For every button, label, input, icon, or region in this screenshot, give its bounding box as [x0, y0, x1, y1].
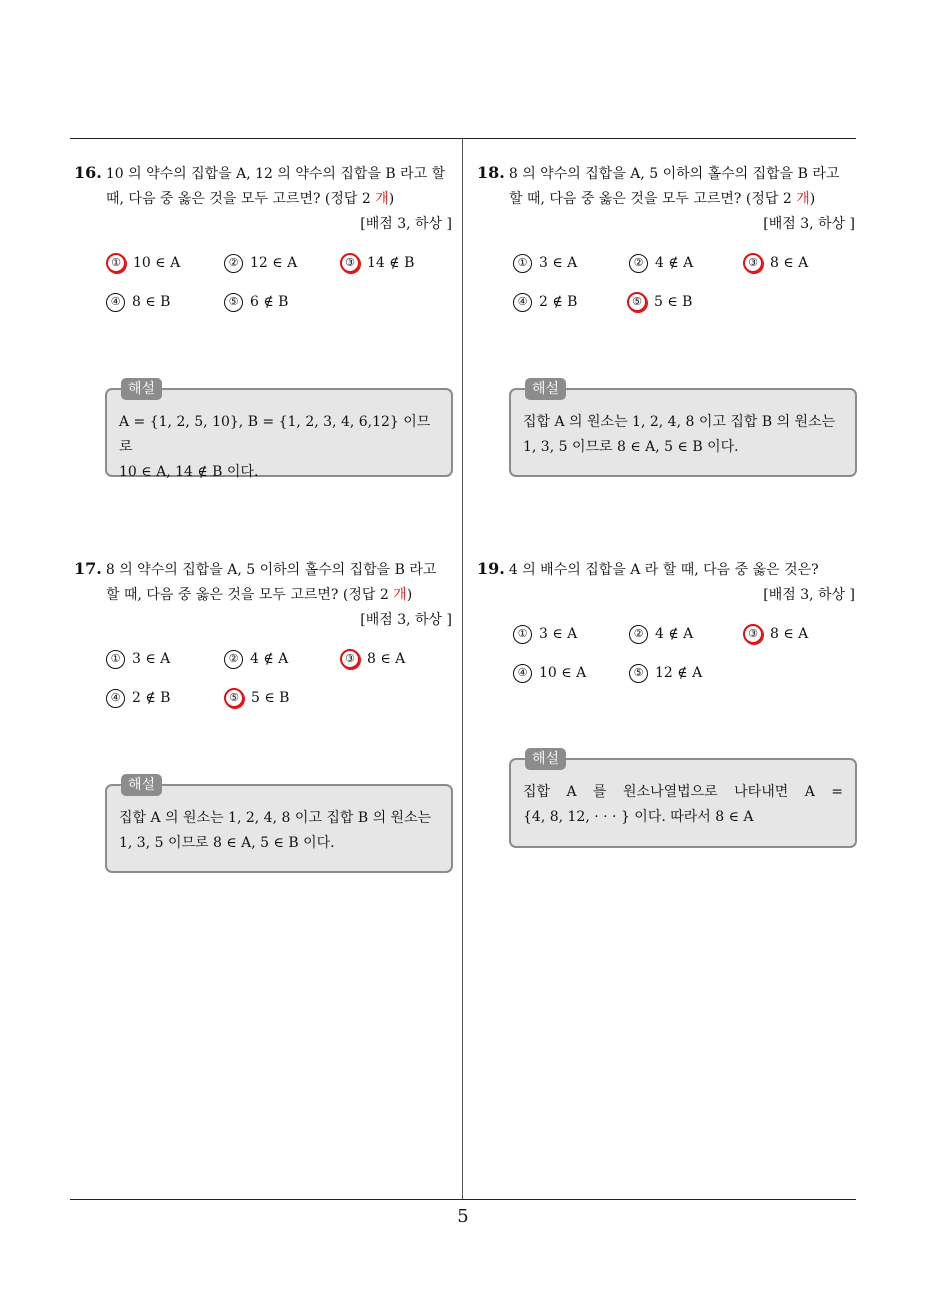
choice-3[interactable] [340, 647, 405, 672]
close-paren: ) [809, 191, 816, 207]
choice-number: ① [106, 650, 125, 669]
score-meta: [배점 3, 하상 ] [763, 587, 855, 603]
choice-text: 2 ∉ B [539, 294, 578, 310]
explanation-line: {4, 8, 12, · · · } 이다. 따라서 8 ∈ A [523, 809, 754, 825]
bottom-rule [70, 1199, 856, 1200]
choice-number: ② [224, 650, 243, 669]
explanation-line: 집합 A 의 원소는 1, 2, 4, 8 이고 집합 B 의 원소는 [523, 414, 836, 430]
choice-list [74, 251, 454, 331]
close-paren: ) [388, 191, 395, 207]
choice-3[interactable] [340, 251, 414, 276]
choice-4[interactable] [513, 661, 586, 686]
choice-4[interactable] [513, 290, 577, 315]
explanation-box-18 [509, 381, 857, 477]
problem-16 [74, 160, 454, 331]
question-body: 4 의 배수의 집합을 A 라 할 때, 다음 중 옳은 것은? [508, 562, 819, 578]
explanation-tag: 해설 [525, 378, 566, 400]
question-text [74, 160, 454, 212]
choice-text: 8 ∈ A [770, 255, 809, 271]
question-number: 18. [477, 163, 505, 182]
choice-text: 8 ∈ A [367, 651, 406, 667]
question-text [74, 556, 454, 608]
choice-number-marked: ① [106, 253, 126, 273]
explanation-box-16 [105, 381, 453, 480]
explanation-tag: 해설 [121, 378, 162, 400]
choice-3[interactable] [743, 622, 808, 647]
question-number: 19. [477, 559, 505, 578]
choice-text: 2 ∉ B [132, 690, 171, 706]
choice-number-marked: ③ [743, 253, 763, 273]
explanation-line: A = {1, 2, 5, 10}, B = {1, 2, 3, 4, 6,12} 이므로 [119, 414, 431, 455]
choice-4[interactable] [106, 290, 170, 315]
choice-list [477, 251, 857, 331]
choice-number: ② [629, 254, 648, 273]
choice-2[interactable] [629, 251, 693, 276]
explanation-tag: 해설 [525, 748, 566, 770]
choice-list [477, 622, 857, 702]
choice-number-marked: ③ [743, 624, 763, 644]
choice-5[interactable] [224, 290, 288, 315]
explanation-line: 집합 A 를 원소나열법으로 나타내면 A = [523, 784, 843, 800]
question-number: 16. [74, 163, 102, 182]
choice-text: 8 ∈ B [132, 294, 171, 310]
choice-number-marked: ③ [340, 649, 360, 669]
choice-text: 3 ∈ A [132, 651, 171, 667]
question-text [477, 556, 857, 583]
choice-1[interactable] [106, 647, 170, 672]
choice-number: ④ [106, 689, 125, 708]
choice-number: ④ [106, 293, 125, 312]
question-text [477, 160, 857, 212]
choice-number: ④ [513, 664, 532, 683]
choice-number-marked: ③ [340, 253, 360, 273]
choice-5[interactable] [629, 661, 702, 686]
choice-number-marked: ⑤ [627, 292, 647, 312]
choice-text: 3 ∈ A [539, 626, 578, 642]
score-meta: [배점 3, 하상 ] [763, 216, 855, 232]
choice-text: 14 ∉ B [367, 255, 415, 271]
choice-text: 4 ∉ A [655, 255, 694, 271]
choice-text: 10 ∈ A [539, 665, 587, 681]
choice-text: 12 ∈ A [250, 255, 298, 271]
choice-5[interactable] [224, 686, 289, 711]
choice-number: ⑤ [629, 664, 648, 683]
explanation-line: 1, 3, 5 이므로 8 ∈ A, 5 ∈ B 이다. [523, 439, 739, 455]
choice-number-marked: ⑤ [224, 688, 244, 708]
choice-text: 5 ∈ B [654, 294, 693, 310]
problem-18 [477, 160, 857, 331]
choice-number: ② [629, 625, 648, 644]
question-number: 17. [74, 559, 102, 578]
close-paren: ) [406, 587, 413, 603]
choice-4[interactable] [106, 686, 170, 711]
explanation-box-19 [509, 751, 857, 848]
question-body: 8 의 약수의 집합을 A, 5 이하의 홀수의 집합을 B 라고 할 때, 다음 중 옳은 것을 모두 고르면? (정답 2 [508, 166, 840, 207]
choice-1[interactable] [106, 251, 180, 276]
problem-17 [74, 556, 454, 727]
explanation-line: 1, 3, 5 이므로 8 ∈ A, 5 ∈ B 이다. [119, 835, 335, 851]
choice-text: 4 ∉ A [250, 651, 289, 667]
choice-number: ⑤ [224, 293, 243, 312]
explanation-line: 집합 A 의 원소는 1, 2, 4, 8 이고 집합 B 의 원소는 [119, 810, 432, 826]
choice-number: ① [513, 254, 532, 273]
explanation-tag: 해설 [121, 774, 162, 796]
page-number: 5 [457, 1206, 469, 1227]
choice-number: ② [224, 254, 243, 273]
choice-3[interactable] [743, 251, 808, 276]
column-divider [462, 139, 463, 1199]
choice-2[interactable] [224, 251, 297, 276]
choice-text: 12 ∉ A [655, 665, 703, 681]
choice-1[interactable] [513, 622, 577, 647]
choice-list [74, 647, 454, 727]
choice-text: 10 ∈ A [133, 255, 181, 271]
top-rule [70, 138, 856, 139]
choice-number: ④ [513, 293, 532, 312]
question-body: 10 의 약수의 집합을 A, 12 의 약수의 집합을 B 라고 할 때, 다음 중 옳은 것을 모두 고르면? (정답 2 [105, 166, 446, 207]
score-meta: [배점 3, 하상 ] [360, 216, 452, 232]
score-meta: [배점 3, 하상 ] [360, 612, 452, 628]
choice-text: 6 ∉ B [250, 294, 289, 310]
answer-count-word: 개 [375, 191, 389, 207]
problem-19 [477, 556, 857, 702]
choice-text: 8 ∈ A [770, 626, 809, 642]
explanation-box-17 [105, 777, 453, 873]
explanation-line: 10 ∈ A, 14 ∉ B 이다. [119, 464, 259, 480]
choice-2[interactable] [224, 647, 288, 672]
choice-5[interactable] [627, 290, 692, 315]
choice-text: 3 ∈ A [539, 255, 578, 271]
choice-text: 4 ∉ A [655, 626, 694, 642]
choice-text: 5 ∈ B [251, 690, 290, 706]
answer-count-word: 개 [393, 587, 407, 603]
answer-count-word: 개 [796, 191, 810, 207]
choice-2[interactable] [629, 622, 693, 647]
question-body: 8 의 약수의 집합을 A, 5 이하의 홀수의 집합을 B 라고 할 때, 다음 중 옳은 것을 모두 고르면? (정답 2 [105, 562, 437, 603]
choice-1[interactable] [513, 251, 577, 276]
choice-number: ① [513, 625, 532, 644]
